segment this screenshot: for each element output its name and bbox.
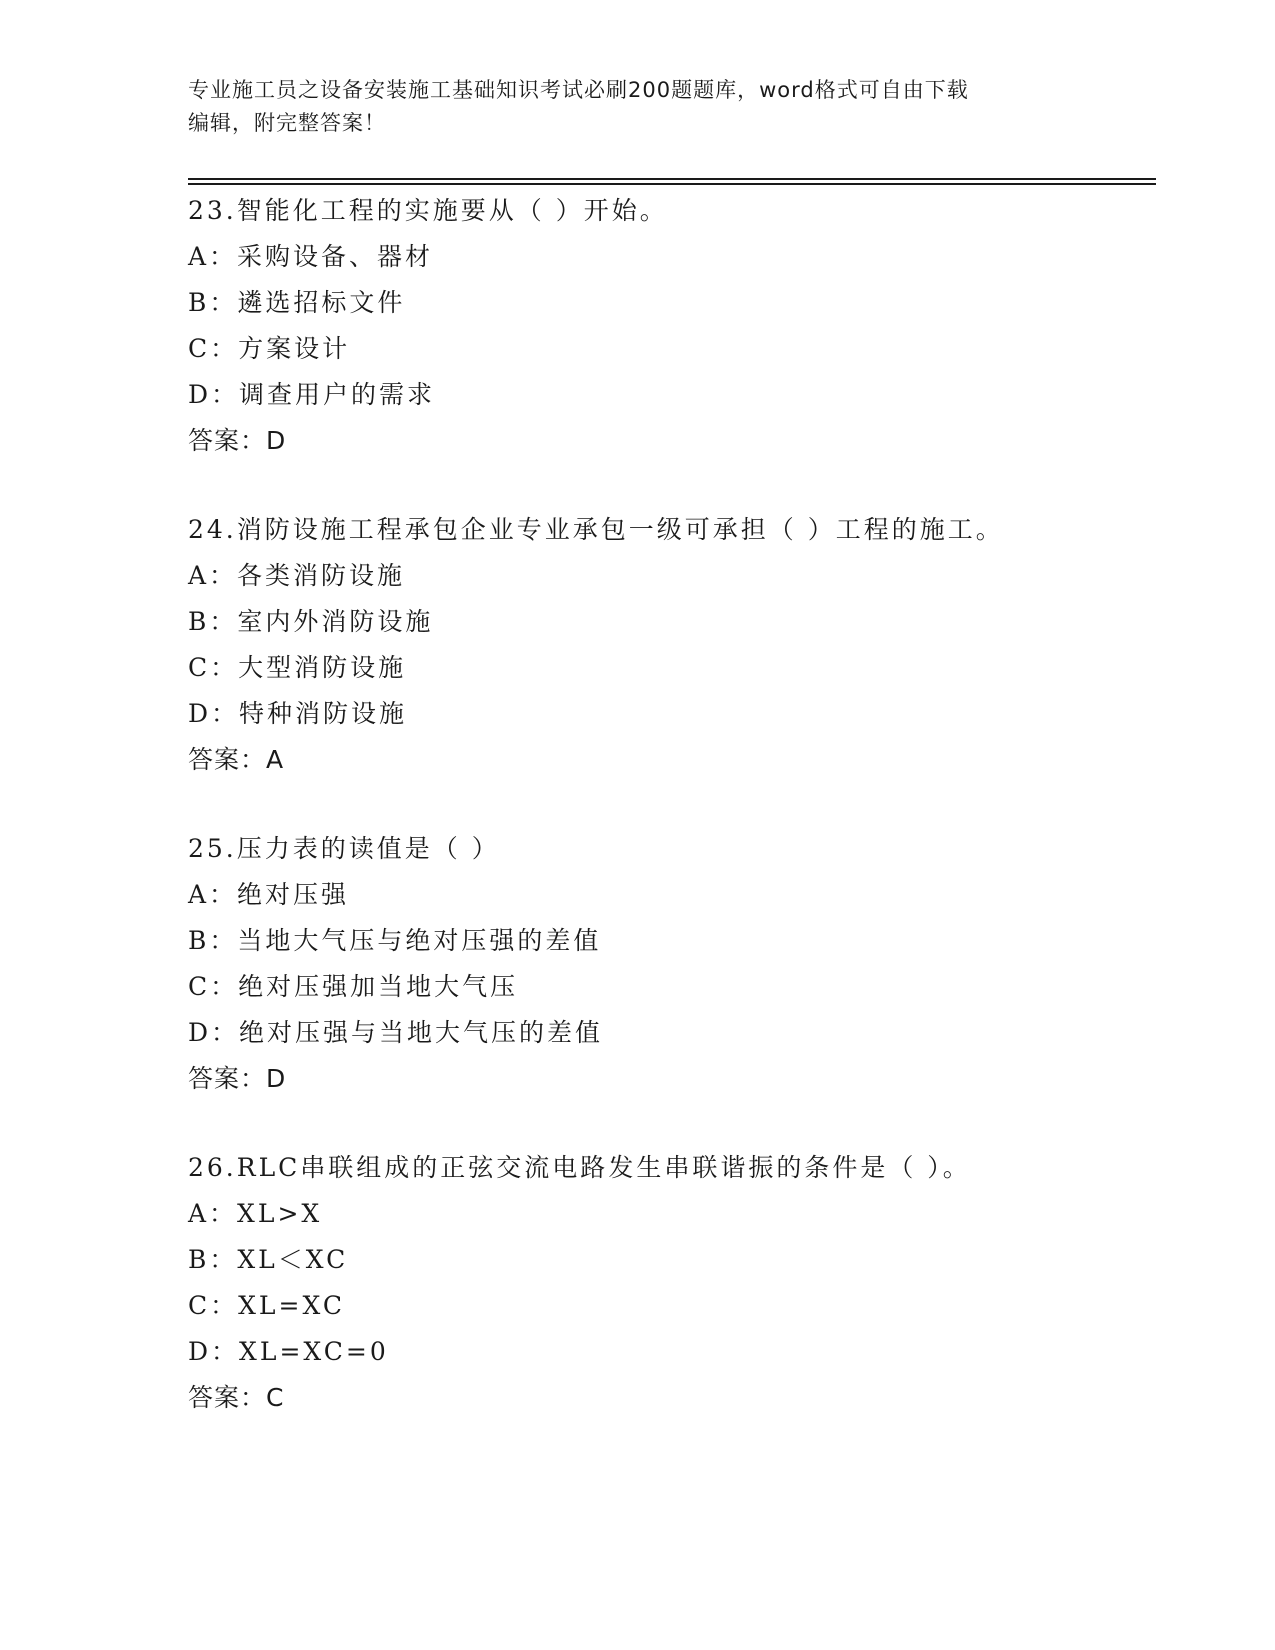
option-c: C：大型消防设施 bbox=[188, 653, 407, 682]
header-line-2: 编辑，附完整答案！ bbox=[188, 111, 386, 135]
question-26 bbox=[188, 1145, 1168, 1421]
option-a: A：采购设备、器材 bbox=[188, 242, 434, 271]
option-b: B：室内外消防设施 bbox=[188, 607, 434, 636]
question-stem: 24.消防设施工程承包企业专业承包一级可承担（ ）工程的施工。 bbox=[188, 515, 1004, 544]
option-d: D：绝对压强与当地大气压的差值 bbox=[188, 1018, 604, 1047]
question-23 bbox=[188, 188, 1168, 464]
option-c: C：XL=XC bbox=[188, 1291, 345, 1320]
answer-line: 答案：A bbox=[188, 745, 285, 774]
option-c: C：方案设计 bbox=[188, 334, 351, 363]
option-c: C：绝对压强加当地大气压 bbox=[188, 972, 519, 1001]
option-b: B：遴选招标文件 bbox=[188, 288, 406, 317]
answer-line: 答案：C bbox=[188, 1383, 285, 1412]
question-24 bbox=[188, 507, 1168, 783]
answer-line: 答案：D bbox=[188, 426, 287, 455]
answer-line: 答案：D bbox=[188, 1064, 287, 1093]
header-line-1: 专业施工员之设备安装施工基础知识考试必刷200题题库，word格式可自由下载 bbox=[188, 78, 969, 102]
question-stem: 26.RLC串联组成的正弦交流电路发生串联谐振的条件是（ ）。 bbox=[188, 1153, 971, 1182]
question-stem: 25.压力表的读值是（ ） bbox=[188, 834, 500, 863]
option-b: B：XL＜XC bbox=[188, 1245, 349, 1274]
option-d: D：XL=XC=0 bbox=[188, 1337, 389, 1366]
header-divider-bottom bbox=[188, 183, 1156, 185]
option-a: A：各类消防设施 bbox=[188, 561, 406, 590]
option-d: D：特种消防设施 bbox=[188, 699, 408, 728]
question-stem: 23.智能化工程的实施要从（ ）开始。 bbox=[188, 196, 668, 225]
option-d: D：调查用户的需求 bbox=[188, 380, 436, 409]
option-b: B：当地大气压与绝对压强的差值 bbox=[188, 926, 602, 955]
document-header bbox=[188, 74, 1088, 140]
option-a: A：XL>X bbox=[188, 1199, 323, 1228]
question-25 bbox=[188, 826, 1168, 1102]
option-a: A：绝对压强 bbox=[188, 880, 350, 909]
header-divider-top bbox=[188, 178, 1156, 180]
